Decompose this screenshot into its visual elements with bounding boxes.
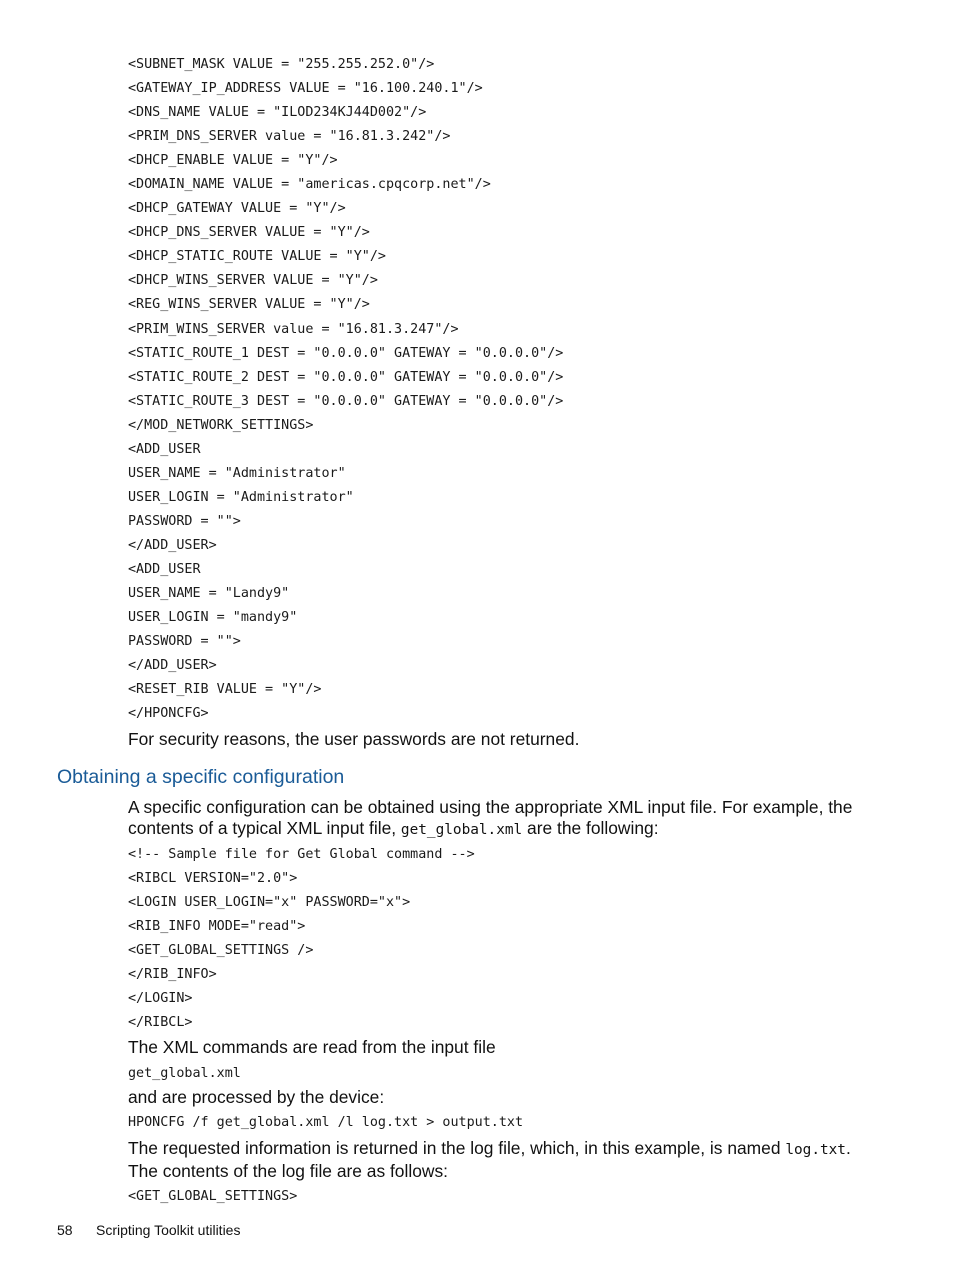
code-line: <DNS_NAME VALUE = "ILOD234KJ44D002"/>: [128, 105, 427, 121]
code-line: </HPONCFG>: [128, 706, 209, 722]
code-line: <RIB_INFO MODE="read">: [128, 919, 306, 934]
code-line: <DOMAIN_NAME VALUE = "americas.cpqcorp.net"/>: [128, 177, 491, 193]
page-footer: [57, 1222, 240, 1238]
log-text-1: The requested information is returned in the log file, which, in this example, is named: [128, 1138, 786, 1158]
code-line: <GATEWAY_IP_ADDRESS VALUE = "16.100.240.1"/>: [128, 81, 483, 97]
code-line: </RIBCL>: [128, 1015, 193, 1030]
code-line: </MOD_NETWORK_SETTINGS>: [128, 417, 314, 433]
code-line: <DHCP_STATIC_ROUTE VALUE = "Y"/>: [128, 249, 386, 265]
code-line: <ADD_USER: [128, 561, 201, 577]
code-line: USER_NAME = "Administrator": [128, 465, 346, 481]
code-line: <DHCP_DNS_SERVER VALUE = "Y"/>: [128, 225, 370, 241]
code-line: </ADD_USER>: [128, 658, 217, 674]
code-line: <ADD_USER: [128, 441, 201, 457]
intro-code: get_global.xml: [400, 822, 523, 838]
code-line: <STATIC_ROUTE_1 DEST = "0.0.0.0" GATEWAY = "0.0.0.0"/>: [128, 345, 564, 361]
code-output: <GET_GLOBAL_SETTINGS>: [128, 1189, 298, 1204]
section-heading: Obtaining a specific configuration: [57, 766, 345, 788]
code-line: <DHCP_ENABLE VALUE = "Y"/>: [128, 153, 338, 169]
code-line: USER_LOGIN = "mandy9": [128, 610, 298, 626]
code-line: <!-- Sample file for Get Global command -->: [128, 847, 475, 862]
code-line: USER_LOGIN = "Administrator": [128, 489, 354, 505]
intro-text-2: are the following:: [522, 818, 659, 838]
code-line: <DHCP_WINS_SERVER VALUE = "Y"/>: [128, 273, 378, 289]
code-line: USER_NAME = "Landy9": [128, 586, 290, 602]
code-block-get-global: [128, 846, 475, 1038]
log-paragraph: [128, 1138, 868, 1182]
code-line: <DHCP_GATEWAY VALUE = "Y"/>: [128, 201, 346, 217]
code-block-network-settings: [128, 56, 563, 729]
code-line: <PRIM_WINS_SERVER value = "16.81.3.247"/>: [128, 321, 459, 337]
log-text-2: . The contents of the log file are as follows:: [128, 1138, 851, 1181]
log-code: log.txt: [785, 1142, 846, 1158]
code-line: <RESET_RIB VALUE = "Y"/>: [128, 682, 322, 698]
code-line: <STATIC_ROUTE_3 DEST = "0.0.0.0" GATEWAY = "0.0.0.0"/>: [128, 393, 564, 409]
code-line: PASSWORD = "">: [128, 513, 241, 529]
intro-text-1: A specific configuration can be obtained using the appropriate XML input file. For example, the contents of a typical XML input file,: [128, 797, 853, 838]
security-note: For security reasons, the user passwords are not returned.: [128, 729, 580, 749]
footer-section-title: Scripting Toolkit utilities: [96, 1222, 241, 1238]
code-line: <PRIM_DNS_SERVER value = "16.81.3.242"/>: [128, 129, 451, 145]
code-line: </RIB_INFO>: [128, 967, 217, 982]
page-number: 58: [57, 1222, 73, 1238]
code-line: </LOGIN>: [128, 991, 193, 1006]
code-line: <REG_WINS_SERVER VALUE = "Y"/>: [128, 297, 370, 313]
code-line: <SUBNET_MASK VALUE = "255.255.252.0"/>: [128, 57, 435, 72]
code-command: HPONCFG /f get_global.xml /l log.txt > output.txt: [128, 1115, 524, 1130]
intro-paragraph: [128, 797, 868, 841]
code-line: <GET_GLOBAL_SETTINGS />: [128, 943, 314, 958]
code-line: <STATIC_ROUTE_2 DEST = "0.0.0.0" GATEWAY = "0.0.0.0"/>: [128, 369, 564, 385]
code-line: <LOGIN USER_LOGIN="x" PASSWORD="x">: [128, 895, 411, 910]
code-input-file: get_global.xml: [128, 1066, 241, 1081]
code-line: <RIBCL VERSION="2.0">: [128, 871, 298, 886]
code-line: PASSWORD = "">: [128, 634, 241, 650]
read-paragraph: The XML commands are read from the input file: [128, 1037, 496, 1057]
processed-paragraph: and are processed by the device:: [128, 1087, 385, 1107]
code-line: </ADD_USER>: [128, 537, 217, 553]
